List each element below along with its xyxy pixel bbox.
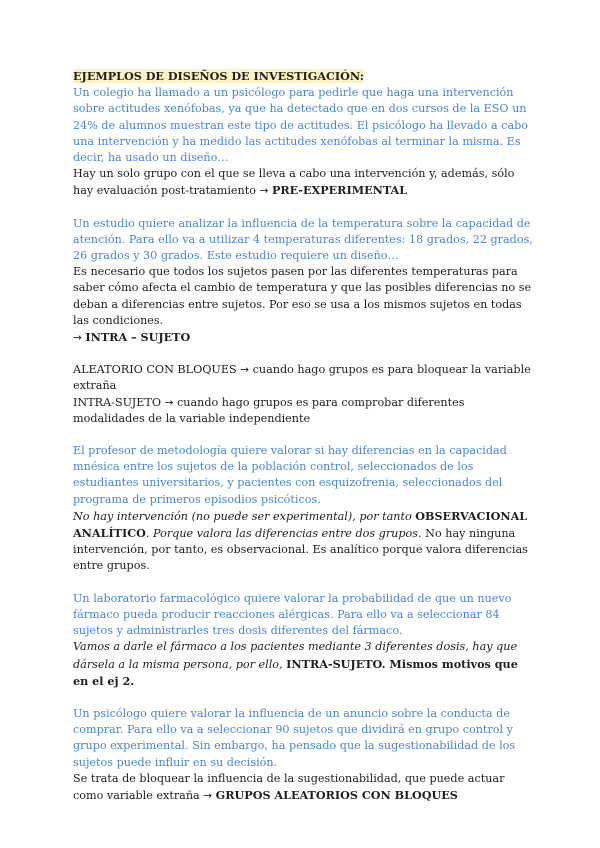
note-aleatorio-bloques: ALEATORIO CON BLOQUES → cuando hago grupos es para bloquear la variable extraña [73,363,531,393]
document-page [73,68,533,804]
example-4-result: INTRA-SUJETO. Mismos motivos que en el ej 2. [73,656,518,688]
arrow-icon: → [73,332,82,345]
arrow-icon: → [164,396,174,409]
example-5-result: GRUPOS ALEATORIOS CON BLOQUES [215,787,458,802]
arrow-icon: → [240,364,250,377]
document-title: EJEMPLOS DE DISEÑOS DE INVESTIGACIÓN: [73,69,364,83]
example-2-answer: Es necesario que todos los sujetos pasen por las diferentes temperaturas para saber cómo afecta el cambio de temperatura y que las posibles diferencias no se deban a diferencias entre sujetos. Por eso se usa a los mismos sujetos en todas las condiciones. [73,265,532,327]
arrow-icon: → [203,789,213,802]
example-2-result-line [73,329,533,346]
example-4-answer: Vamos a darle el fármaco a los pacientes mediante 3 diferentes dosis, hay que dársela a la misma persona, por ello, INTRA-SUJETO. Mismos motivos que en el ej 2. [73,640,518,688]
arrow-icon: → [259,185,269,198]
example-3-question: El profesor de metodología quiere valorar si hay diferencias en la capacidad mnésica entre los sujetos de la población control, seleccionados de los estudiantes universitarios, y pacientes con esquizofrenia, seleccionados del programa de primeros episodios psicóticos. [73,444,507,506]
example-1-question: Un colegio ha llamado a un psicólogo para pedirle que haga una intervención sobre actitudes xenófobas, ya que ha detectado que en dos cursos de la ESO un 24% de alumnos muestran este tipo de actitudes. El psicólogo ha llevado a cabo una intervención y ha medido las actitudes xenófobas al terminar la misma. Es decir, ha usado un diseño… [73,86,529,165]
example-1-answer: Hay un solo grupo con el que se lleva a cabo una intervención y, además, sólo hay evaluación post-tratamiento → PRE-EXPERIMENTAL [73,167,515,198]
note-intra-sujeto: INTRA-SUJETO → cuando hago grupos es para comprobar diferentes modalidades de la variable independiente [73,395,465,425]
example-5-question: Un psicólogo quiere valorar la influencia de un anuncio sobre la conducta de comprar. Para ello va a seleccionar 90 sujetos que dividirá en grupo control y grupo experimental. Sin embargo, ha pensado que la sugestionabilidad de los sujetos puede influir en su decisión. [73,706,516,769]
example-3-result: OBSERVACIONAL ANALÍTICO [73,508,528,541]
example-5-answer: Se trata de bloquear la influencia de la sugestionabilidad, que puede actuar como variable extraña → GRUPOS ALEATORIOS CON BLOQUES [73,771,505,802]
example-3-answer: No hay intervención (no puede ser experimental), por tanto OBSERVACIONAL ANALÍTICO. Porque valora las diferencias entre dos grupos. No hay ninguna intervención, por tanto, es observacional. Es analítico porque valora diferencias entre grupos. [73,508,528,573]
example-2-question: Un estudio quiere analizar la influencia de la temperatura sobre la capacidad de atención. Para ello va a utilizar 4 temperaturas diferentes: 18 grados, 22 grados, 26 grados y 30 grados. Este estudio requiere un diseño… [73,216,533,263]
example-2-result: INTRA – SUJETO [85,330,191,345]
example-4-question: Un laboratorio farmacológico quiere valorar la probabilidad de que un nuevo fármaco pueda producir reacciones alérgicas. Para ello va a seleccionar 84 sujetos y administrarles tres dosis diferentes del fármaco. [73,591,512,638]
example-1-result: PRE-EXPERIMENTAL [271,183,408,198]
